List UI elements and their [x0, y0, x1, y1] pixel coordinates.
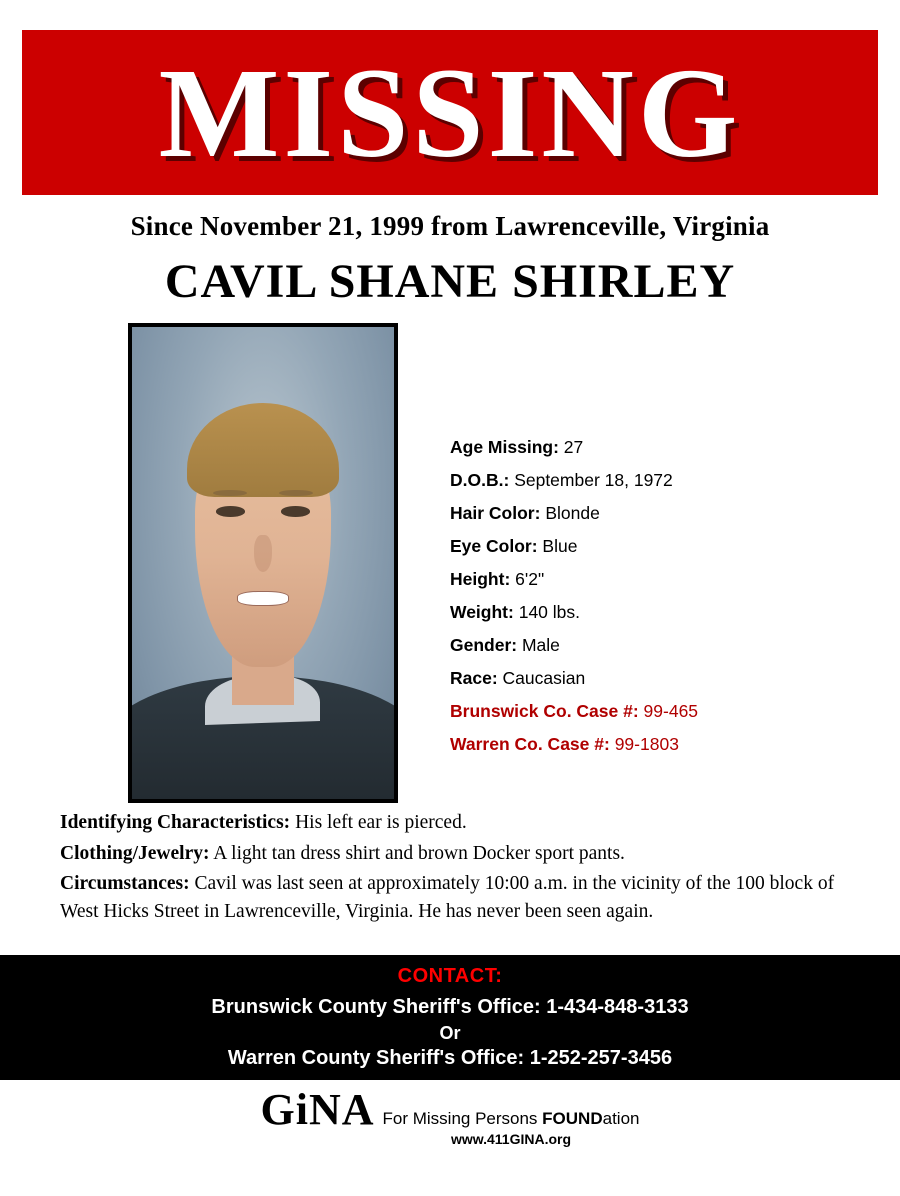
detail-value: 27: [563, 437, 584, 457]
portrait-photo: [128, 323, 398, 803]
logo-tagline-part1: For Missing Persons: [382, 1109, 543, 1128]
photo-eye-right: [281, 506, 310, 516]
contact-block: [0, 955, 900, 1080]
identifying-characteristics-row: [60, 809, 870, 837]
detail-label: D.O.B.:: [450, 470, 510, 490]
contact-heading: CONTACT:: [397, 965, 503, 987]
detail-weight: [450, 604, 874, 622]
detail-gender: [450, 637, 874, 655]
detail-value: 140 lbs.: [518, 602, 581, 622]
clothing-jewelry-row: [60, 840, 870, 868]
footer-logo-stack: [260, 1085, 640, 1147]
logo-tagline-wrap: [383, 1110, 640, 1147]
contact-warren-phone[interactable]: Warren County Sheriff's Office: 1-252-257-3456: [227, 1047, 673, 1070]
detail-label: Hair Color:: [450, 503, 541, 523]
detail-value: 6'2": [515, 569, 545, 589]
detail-value: Male: [521, 635, 560, 655]
detail-eye-color: [450, 538, 874, 556]
logo-row: [260, 1085, 640, 1147]
missing-person-poster: [0, 30, 900, 1196]
banner-title: MISSING: [158, 41, 742, 184]
contact-separator: Or: [439, 1023, 461, 1043]
clothing-jewelry-label: Clothing/Jewelry:: [60, 842, 210, 864]
detail-race: [450, 670, 874, 688]
identifying-characteristics-text: His left ear is pierced.: [295, 812, 467, 833]
detail-dob: [450, 472, 874, 490]
identifying-characteristics-label: Identifying Characteristics:: [60, 812, 291, 833]
detail-value: 99-465: [643, 701, 699, 721]
detail-value: Blonde: [545, 503, 600, 523]
logo-tagline-part3: ation: [602, 1109, 640, 1128]
photo-mouth: [237, 591, 289, 605]
detail-label: Age Missing:: [450, 437, 559, 457]
detail-label: Race:: [450, 668, 498, 688]
person-name: CAVIL SHANE SHIRLEY: [164, 255, 736, 308]
detail-hair-color: [450, 505, 874, 523]
circumstances-row: [60, 870, 870, 925]
detail-label: Height:: [450, 569, 511, 589]
photo-eye-left: [216, 506, 245, 516]
detail-value: 99-1803: [614, 734, 679, 754]
footer-logo-block: [0, 1085, 900, 1147]
missing-banner: [22, 30, 878, 195]
logo-tagline-part2: FOUND: [542, 1109, 603, 1128]
gina-logo-text: GiNA: [260, 1085, 375, 1134]
detail-value: September 18, 1972: [514, 470, 673, 490]
circumstances-text: Cavil was last seen at approximately 10:00 a.m. in the vicinity of the 100 block of West Hicks Street in Lawrenceville, Virginia. He has never been seen again.: [60, 873, 835, 923]
detail-label: Eye Color:: [450, 536, 538, 556]
detail-brunswick-case-number: [450, 703, 874, 721]
missing-since-line: Since November 21, 1999 from Lawrenceville, Virginia: [130, 211, 770, 241]
detail-label: Brunswick Co. Case #:: [450, 701, 639, 721]
narrative-section: [0, 803, 900, 926]
detail-label: Gender:: [450, 635, 518, 655]
detail-height: [450, 571, 874, 589]
foundation-url[interactable]: www.411GINA.org: [450, 1130, 572, 1147]
clothing-jewelry-text: A light tan dress shirt and brown Docker sport pants.: [213, 842, 625, 864]
circumstances-label: Circumstances:: [60, 873, 190, 895]
content-row: [0, 323, 900, 803]
contact-brunswick-phone[interactable]: Brunswick County Sheriff's Office: 1-434-848-3133: [211, 996, 689, 1018]
details-list: [398, 323, 874, 769]
detail-warren-case-number: [450, 736, 874, 754]
detail-value: Blue: [542, 536, 578, 556]
detail-label: Warren Co. Case #:: [450, 734, 610, 754]
detail-label: Weight:: [450, 602, 514, 622]
photo-column: [128, 323, 398, 803]
detail-age-missing: [450, 439, 874, 457]
logo-tagline: [383, 1110, 640, 1129]
detail-value: Caucasian: [502, 668, 586, 688]
